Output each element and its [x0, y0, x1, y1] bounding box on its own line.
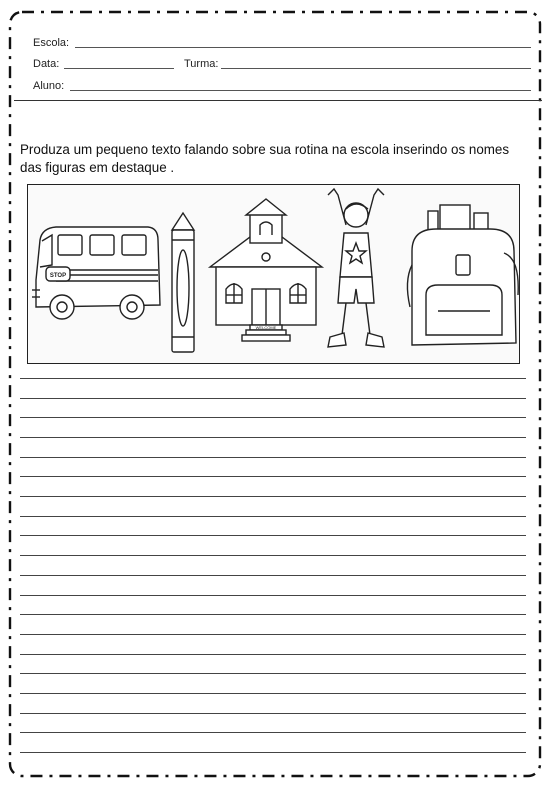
school-building-icon — [210, 199, 322, 341]
school-bus-icon — [32, 227, 160, 319]
boy-student-icon — [328, 189, 384, 347]
writing-line[interactable] — [20, 496, 526, 497]
writing-line[interactable] — [20, 535, 526, 536]
welcome-sign-text: WELCOME — [255, 325, 277, 330]
writing-line[interactable] — [20, 417, 526, 418]
writing-line[interactable] — [20, 378, 526, 379]
writing-line[interactable] — [20, 398, 526, 399]
writing-line[interactable] — [20, 614, 526, 615]
writing-line[interactable] — [20, 595, 526, 596]
writing-line[interactable] — [20, 634, 526, 635]
writing-line[interactable] — [20, 555, 526, 556]
backpack-icon — [407, 205, 518, 345]
writing-line[interactable] — [20, 673, 526, 674]
writing-line[interactable] — [20, 693, 526, 694]
writing-line[interactable] — [20, 437, 526, 438]
writing-line[interactable] — [20, 713, 526, 714]
writing-line[interactable] — [20, 654, 526, 655]
escola-field[interactable] — [75, 47, 531, 48]
aluno-field[interactable] — [70, 90, 531, 91]
turma-field[interactable] — [221, 68, 531, 69]
instruction-text: Produza um pequeno texto falando sobre sua rotina na escola inserindo os nomes das figuras em destaque . — [20, 142, 510, 175]
header-divider — [14, 100, 542, 101]
aluno-label: Aluno: — [33, 80, 65, 92]
figures-box — [27, 184, 520, 364]
writing-line[interactable] — [20, 575, 526, 576]
writing-line[interactable] — [20, 516, 526, 517]
escola-label: Escola: — [33, 37, 70, 49]
writing-line[interactable] — [20, 457, 526, 458]
crayon-icon — [172, 213, 194, 352]
data-field[interactable] — [64, 68, 174, 69]
writing-line[interactable] — [20, 476, 526, 477]
turma-label: Turma: — [184, 58, 219, 70]
writing-line[interactable] — [20, 732, 526, 733]
data-label: Data: — [33, 58, 60, 70]
writing-line[interactable] — [20, 752, 526, 753]
bus-stop-sign-text: STOP — [49, 273, 67, 279]
